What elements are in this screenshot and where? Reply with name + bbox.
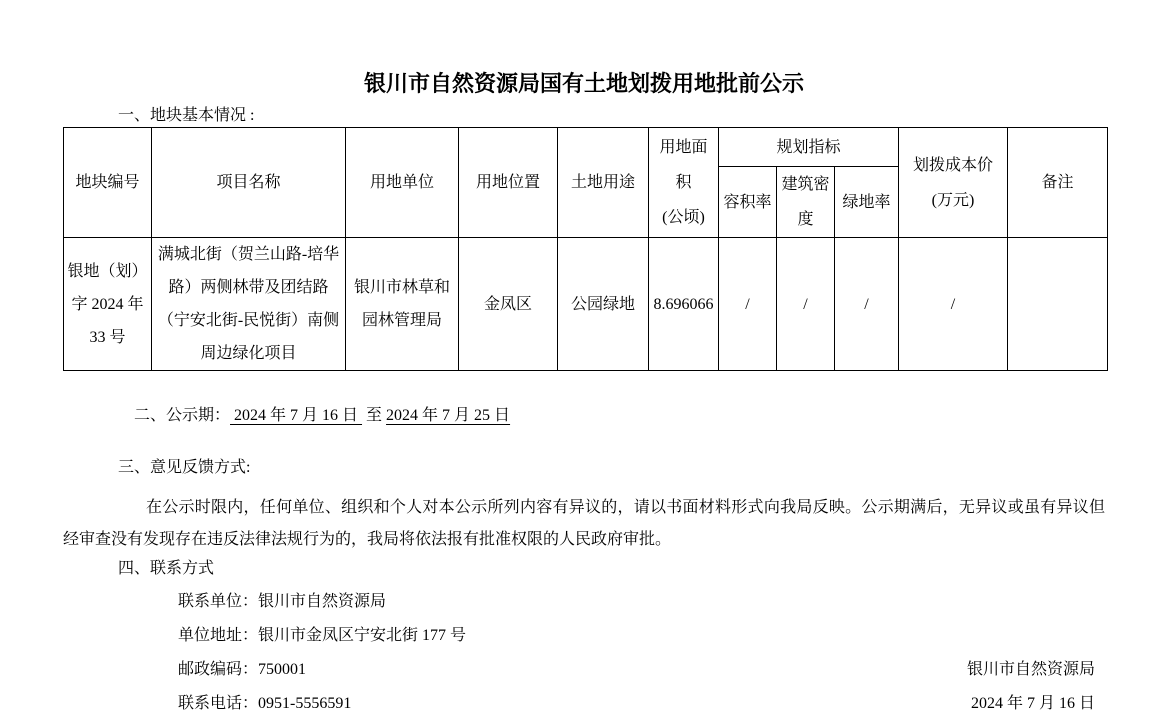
feedback-paragraph: 在公示时限内，任何单位、组织和个人对本公示所列内容有异议的，请以书面材料形式向我局反映。公示期满后，无异议或虽有异议但经审查没有发现存在违反法律法规行为的，我局将依法报有批准权限的人民政府审批。 — [63, 499, 1105, 548]
publicity-period-label: 二、公示期： — [134, 407, 231, 424]
section-4-heading: 四、联系方式 — [118, 560, 215, 577]
cell-far: / — [719, 238, 777, 371]
contact-unit-label: 联系单位： — [178, 593, 259, 610]
col-header-area — [649, 128, 719, 238]
page-title: 银川市自然资源局国有土地划拨用地批前公示 — [363, 71, 804, 96]
contact-address — [178, 625, 466, 647]
cell-building-density: / — [777, 238, 835, 371]
section-3-heading: 三、意见反馈方式: — [118, 459, 251, 476]
col-header-cost-unit: (万元) — [931, 191, 975, 209]
col-header-land-user: 用地单位 — [346, 128, 459, 238]
section-1-heading: 一、地块基本情况 : — [118, 107, 255, 124]
col-header-land-use: 土地用途 — [558, 128, 649, 238]
contact-address-line — [178, 625, 1105, 647]
col-header-project-name: 项目名称 — [152, 128, 346, 238]
publicity-period-to: 至 — [362, 407, 387, 424]
cell-cost: / — [899, 238, 1008, 371]
contact-unit-value: 银川市自然资源局 — [258, 593, 387, 610]
land-plot-table — [63, 127, 1108, 371]
contact-postcode-label: 邮政编码： — [178, 661, 259, 678]
col-header-planning-indicators: 规划指标 — [719, 128, 899, 167]
contact-postcode-value: 750001 — [258, 661, 307, 678]
contact-postcode-line — [178, 659, 1105, 681]
signature-date: 2024 年 7 月 16 日 — [970, 695, 1095, 712]
table-row — [64, 238, 1108, 371]
contact-phone-value: 0951-5556591 — [258, 695, 352, 712]
contact-phone-label: 联系电话： — [178, 695, 259, 712]
cell-plot-no: 银地（划）字 2024 年 33 号 — [64, 238, 152, 371]
cell-area: 8.696066 — [649, 238, 719, 371]
signature-org: 银川市自然资源局 — [966, 661, 1095, 678]
contact-unit-line — [178, 591, 1105, 613]
col-header-far: 容积率 — [719, 167, 777, 238]
col-header-allocation-cost — [899, 128, 1008, 238]
contact-postcode — [178, 659, 306, 681]
contact-phone-line — [178, 693, 1105, 715]
col-header-plot-no: 地块编号 — [64, 128, 152, 238]
contact-address-value: 银川市金凤区宁安北街 177 号 — [258, 627, 467, 644]
contact-address-label: 单位地址： — [178, 627, 259, 644]
cell-location: 金凤区 — [459, 238, 558, 371]
col-header-area-line1: 用地面积 — [659, 139, 708, 191]
publicity-period-line — [118, 383, 1105, 449]
cell-green-ratio: / — [835, 238, 899, 371]
col-header-remark: 备注 — [1008, 128, 1108, 238]
contact-unit — [178, 591, 386, 613]
cell-land-use: 公园绿地 — [558, 238, 649, 371]
col-header-location: 用地位置 — [459, 128, 558, 238]
cell-land-user: 银川市林草和园林管理局 — [346, 238, 459, 371]
cell-project-name: 满城北街（贺兰山路-培华路）两侧林带及团结路（宁安北街-民悦街）南侧周边绿化项目 — [152, 238, 346, 371]
col-header-building-density: 建筑密度 — [777, 167, 835, 238]
contact-phone — [178, 693, 351, 715]
publicity-start-date: 2024 年 7 月 16 日 — [230, 407, 363, 424]
col-header-area-unit: (公顷) — [662, 209, 705, 226]
col-header-cost-line1: 划拨成本价 — [912, 156, 993, 174]
publicity-end-date: 2024 年 7 月 25 日 — [386, 407, 511, 424]
cell-remark — [1008, 238, 1108, 371]
contact-section — [63, 591, 1105, 715]
col-header-green-ratio: 绿地率 — [835, 167, 899, 238]
